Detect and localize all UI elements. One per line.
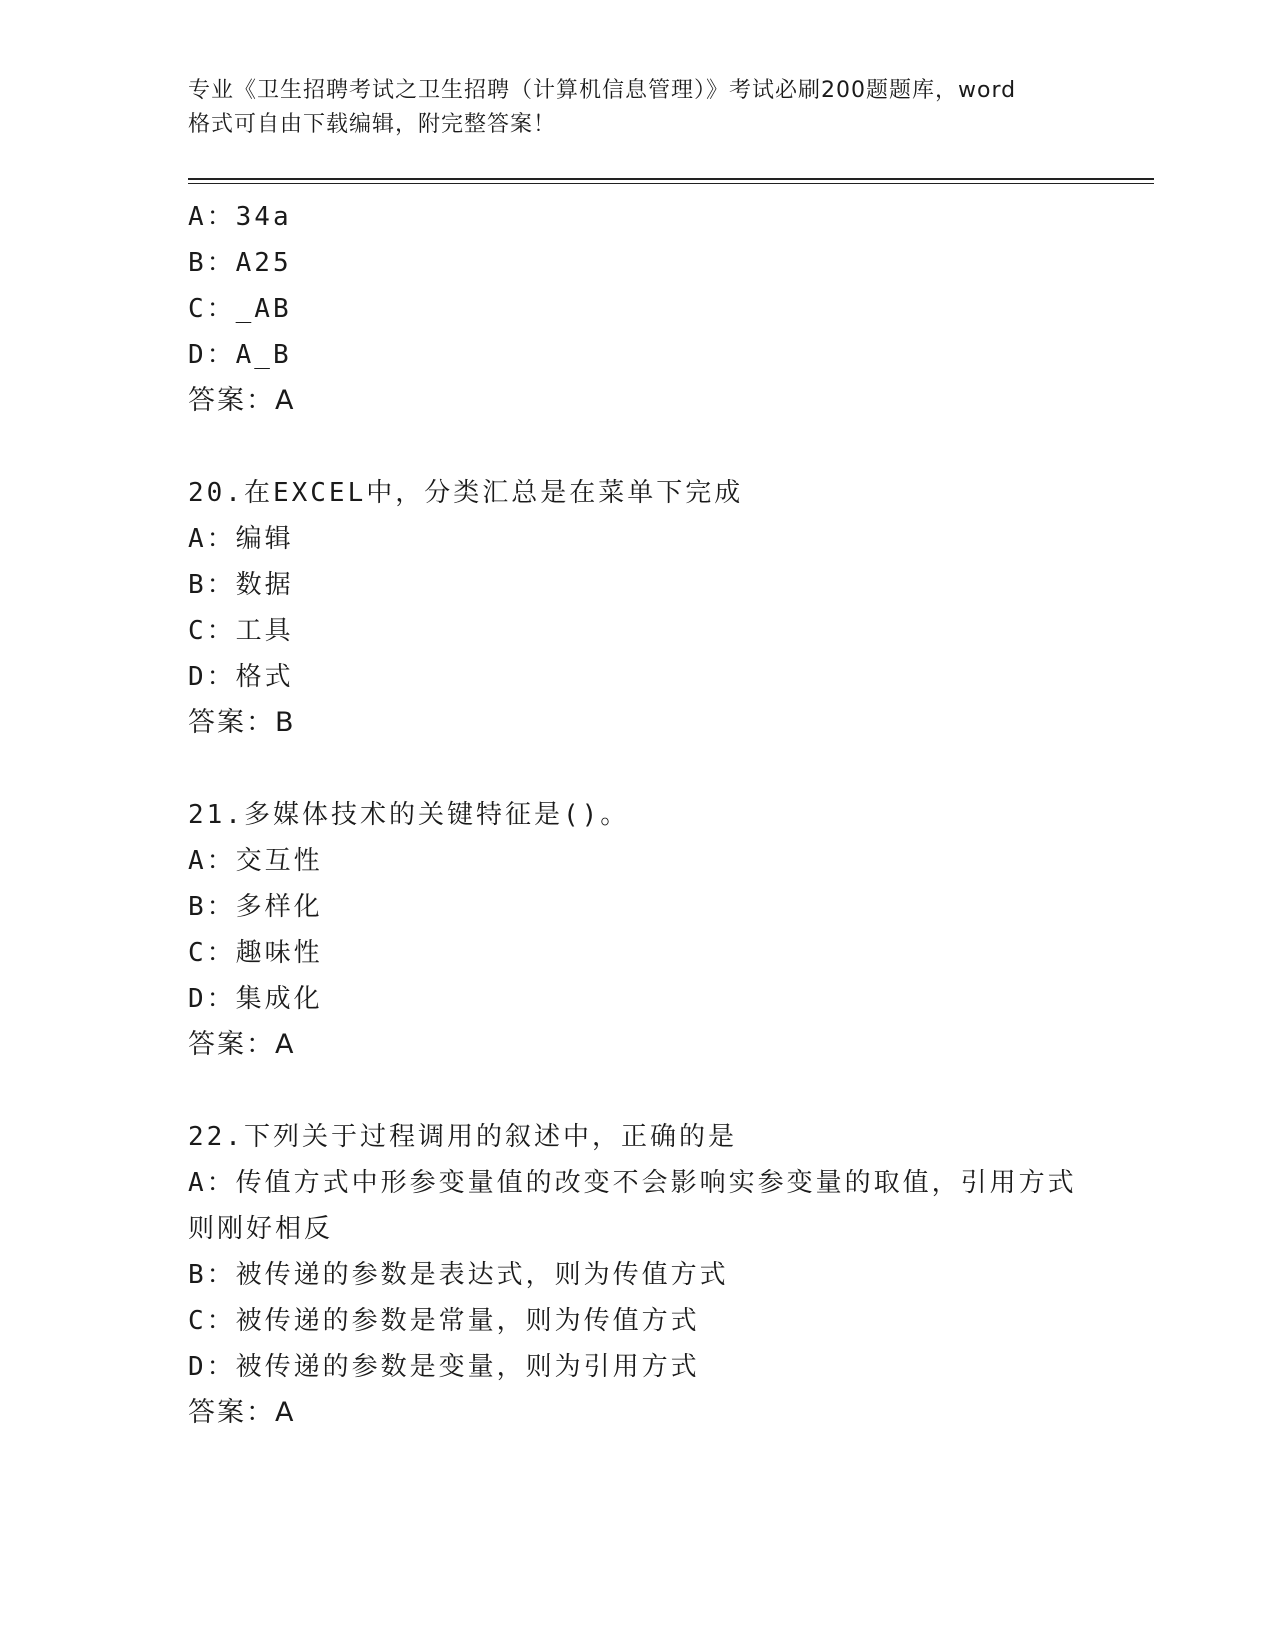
spacer (188, 424, 1088, 470)
header-title-line-2: 格式可自由下载编辑，附完整答案！ (188, 112, 557, 137)
header-divider-thick (188, 178, 1154, 180)
option-a: A：34a (188, 202, 292, 232)
spacer (188, 1068, 1088, 1114)
option-c: C：_AB (188, 294, 292, 324)
option-c: C：工具 (188, 616, 294, 646)
question-list (188, 194, 1088, 1436)
spacer (188, 746, 1088, 792)
header-title-line-1: 专业《卫生招聘考试之卫生招聘（计算机信息管理）》考试必刷200题题库，word (188, 78, 1017, 103)
question-19-options (188, 194, 1088, 424)
option-a: A：传值方式中形参变量值的改变不会影响实参变量的取值，引用方式则刚好相反 (188, 1168, 1077, 1244)
option-b: B：被传递的参数是表达式，则为传值方式 (188, 1260, 729, 1290)
question-21 (188, 792, 1088, 1068)
question-text: 20.在EXCEL中，分类汇总是在菜单下完成 (188, 478, 744, 508)
option-b: B：数据 (188, 570, 294, 600)
option-b: B：A25 (188, 248, 292, 278)
question-20 (188, 470, 1088, 746)
header-divider-thin (188, 183, 1154, 184)
document-header (188, 74, 1088, 142)
option-a: A：交互性 (188, 846, 323, 876)
option-d: D：集成化 (188, 984, 323, 1014)
question-text: 22.下列关于过程调用的叙述中，正确的是 (188, 1122, 737, 1152)
option-d: D：A_B (188, 340, 292, 370)
option-b: B：多样化 (188, 892, 323, 922)
answer: 答案：A (188, 385, 296, 416)
question-22 (188, 1114, 1088, 1436)
option-c: C：被传递的参数是常量，则为传值方式 (188, 1306, 700, 1336)
answer: 答案：A (188, 1397, 296, 1428)
option-d: D：格式 (188, 662, 294, 692)
answer: 答案：B (188, 707, 296, 738)
option-c: C：趣味性 (188, 938, 323, 968)
option-d: D：被传递的参数是变量，则为引用方式 (188, 1352, 700, 1382)
question-text: 21.多媒体技术的关键特征是()。 (188, 800, 630, 830)
answer: 答案：A (188, 1029, 296, 1060)
option-a: A：编辑 (188, 524, 294, 554)
